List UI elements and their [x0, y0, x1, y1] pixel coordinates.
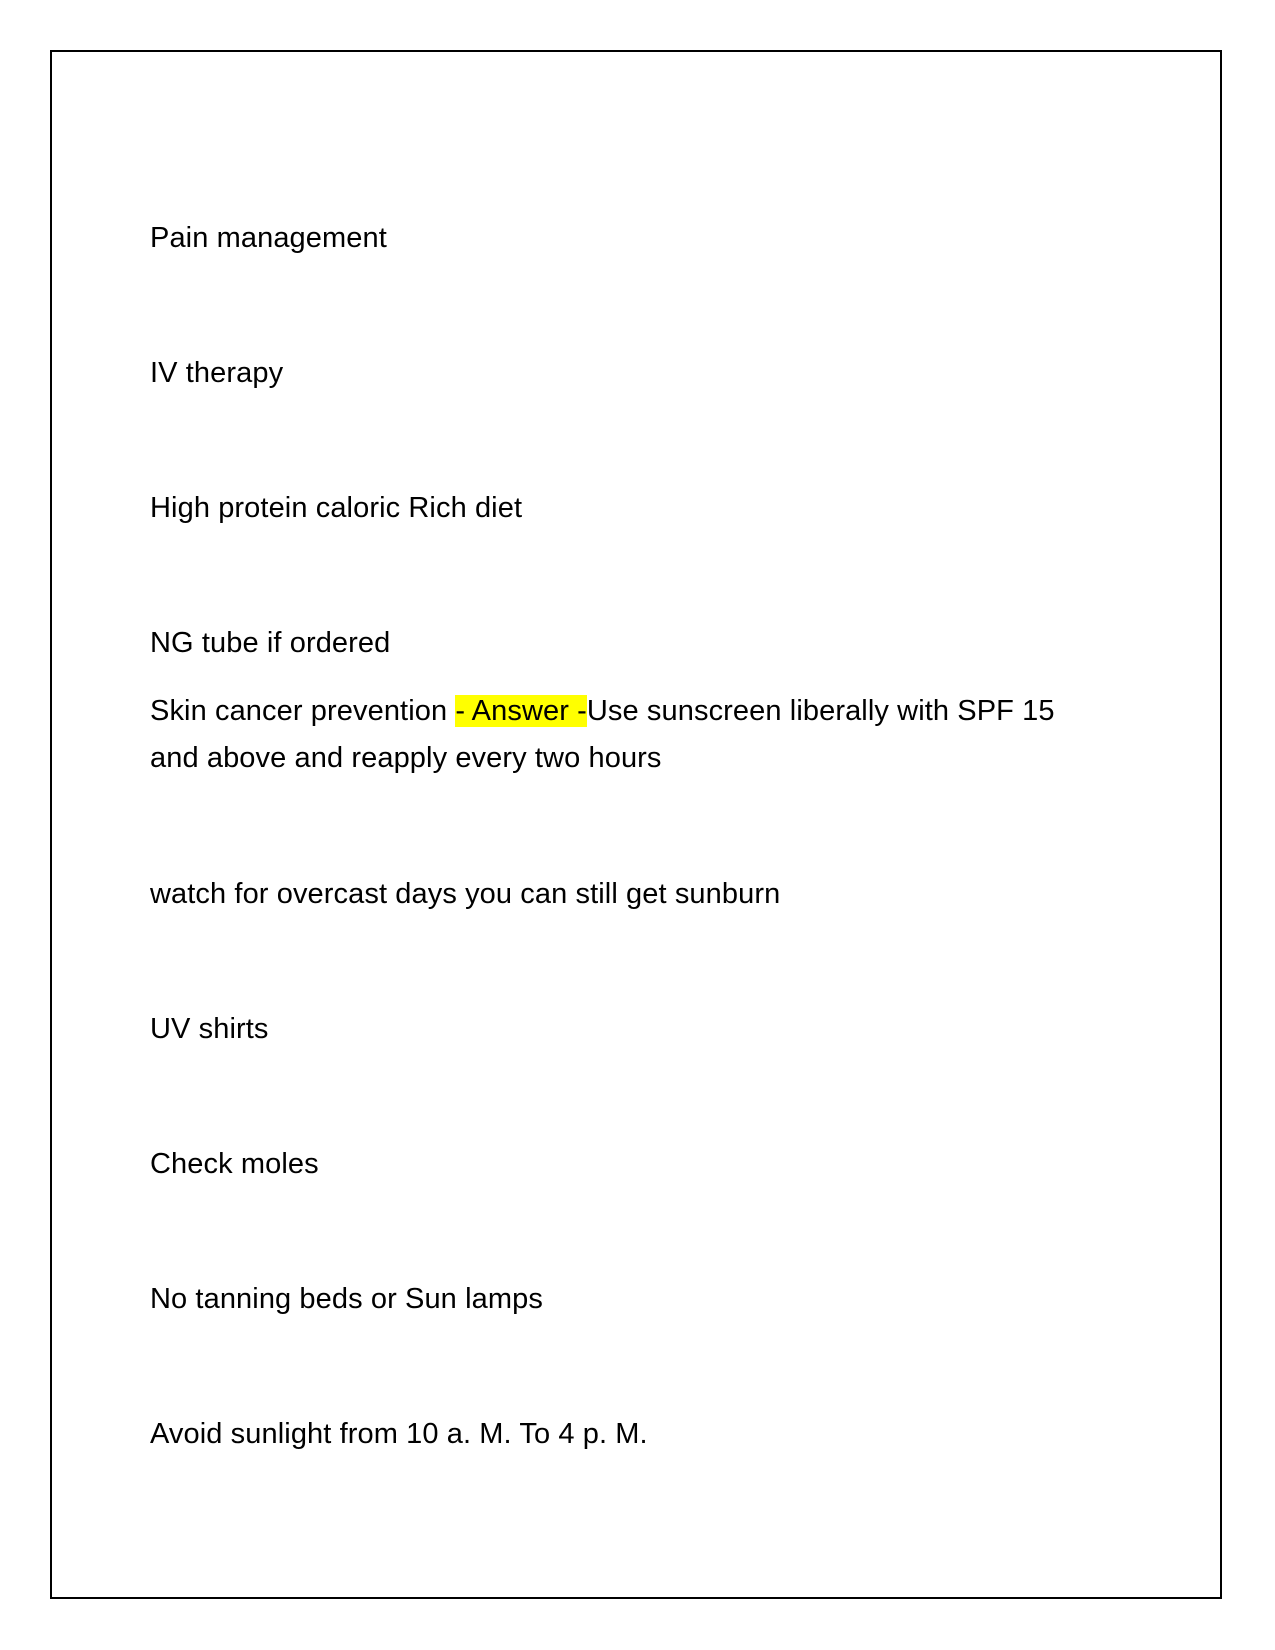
text-line-diet: High protein caloric Rich diet — [150, 492, 523, 524]
text-line-check-moles: Check moles — [150, 1148, 319, 1180]
qa-question: Skin cancer prevention — [150, 695, 456, 727]
text-line-tanning-beds: No tanning beds or Sun lamps — [150, 1283, 543, 1315]
text-line-pain-management: Pain management — [150, 222, 387, 254]
text-line-avoid-sunlight: Avoid sunlight from 10 a. M. To 4 p. M. — [150, 1418, 648, 1450]
answer-marker-highlight: - Answer - — [455, 695, 587, 727]
qa-paragraph — [150, 688, 1090, 782]
text-line-overcast: watch for overcast days you can still get sunburn — [150, 878, 781, 910]
text-line-ng-tube: NG tube if ordered — [150, 627, 391, 659]
qa-answer: Use sunscreen liberally with SPF 15 and above and reapply every two hours — [150, 695, 1055, 774]
text-line-iv-therapy: IV therapy — [150, 357, 284, 389]
page-border — [50, 50, 1222, 1599]
text-line-uv-shirts: UV shirts — [150, 1013, 269, 1045]
